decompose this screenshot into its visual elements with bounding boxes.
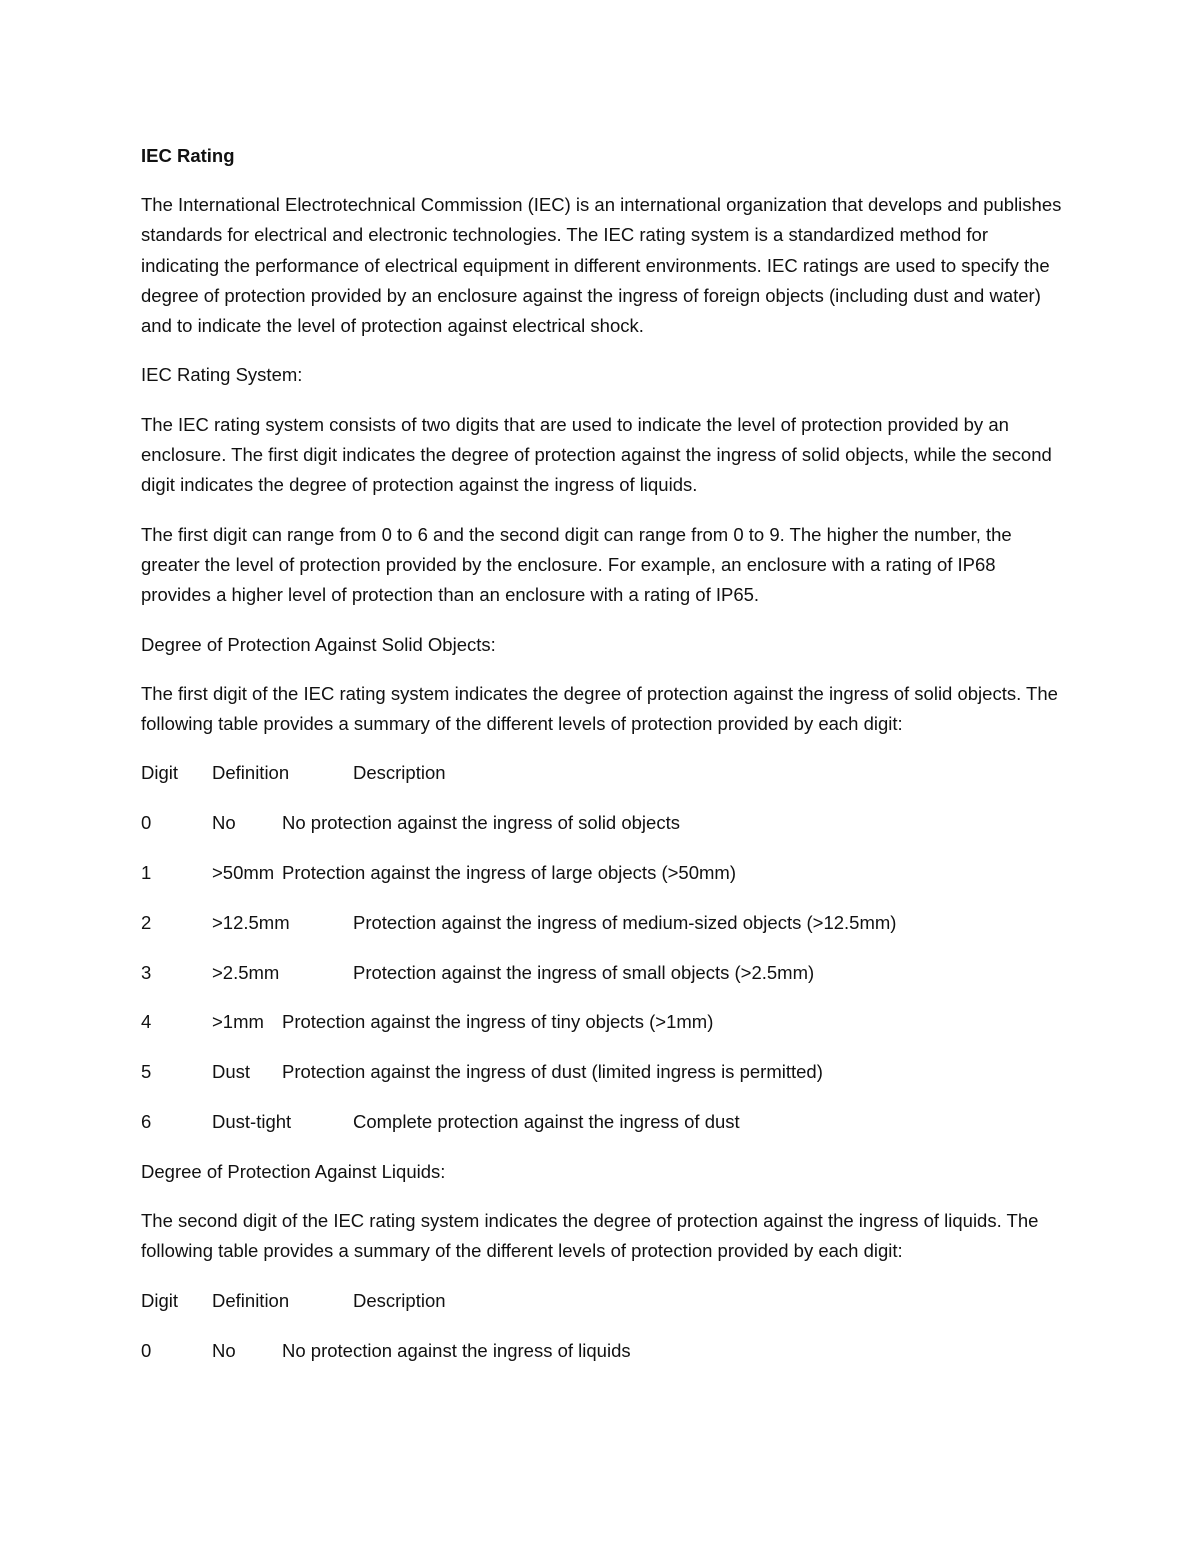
solids-heading: Degree of Protection Against Solid Objects: xyxy=(141,633,496,655)
row-digit: 2 xyxy=(141,911,152,933)
system-paragraph-2: The first digit can range from 0 to 6 and the second digit can range from 0 to 9. The higher the number, the greater the level of protection provided by the enclosure. For example, an enclosure with a rating of IP68 provides a higher level of protection than an enclosure with a rating of IP65. xyxy=(141,523,1012,606)
row-digit: 4 xyxy=(141,1011,152,1033)
solids-row-6 xyxy=(141,1107,1066,1137)
row-digit: 3 xyxy=(141,961,152,983)
column-header-digit: Digit xyxy=(141,1289,179,1311)
liquids-row-0 xyxy=(141,1336,1066,1366)
solids-intro: The first digit of the IEC rating system indicates the degree of protection against the ingress of solid objects. The following table provides a summary of the different levels of protection provided by each digit: xyxy=(141,682,1058,735)
row-description: Protection against the ingress of small objects (>2.5mm) xyxy=(353,961,815,983)
liquids-intro: The second digit of the IEC rating system indicates the degree of protection against the ingress of liquids. The following table provides a summary of the different levels of protection provided by each digit: xyxy=(141,1210,1039,1262)
row-description: No protection against the ingress of solid objects xyxy=(282,812,680,834)
row-definition: >2.5mm xyxy=(212,961,280,983)
solids-row-1 xyxy=(141,858,1066,888)
solids-row-3 xyxy=(141,958,1066,988)
row-digit: 0 xyxy=(141,812,152,834)
row-definition: >12.5mm xyxy=(212,911,290,933)
document-title: IEC Rating xyxy=(141,145,235,166)
solids-row-5 xyxy=(141,1057,1066,1087)
row-definition: >50mm xyxy=(212,862,275,884)
row-digit: 0 xyxy=(141,1339,152,1361)
row-digit: 6 xyxy=(141,1111,152,1133)
column-header-definition: Definition xyxy=(212,762,290,784)
row-definition: Dust xyxy=(212,1061,251,1083)
liquids-table-header xyxy=(141,1286,1066,1316)
row-definition: No xyxy=(212,812,236,834)
row-description: Protection against the ingress of dust (limited ingress is permitted) xyxy=(282,1061,823,1083)
column-header-description: Description xyxy=(353,762,446,784)
row-definition: No xyxy=(212,1339,236,1361)
liquids-heading: Degree of Protection Against Liquids: xyxy=(141,1160,446,1182)
row-digit: 1 xyxy=(141,862,152,884)
column-header-description: Description xyxy=(353,1289,446,1311)
intro-paragraph: The International Electrotechnical Commission (IEC) is an international organization that develops and publishes standards for electrical and electronic technologies. The IEC rating system is a standardized method for indicating the performance of electrical equipment in different environments. IEC ratings are used to specify the degree of protection provided by an enclosure against the ingress of foreign objects (including dust and water) and to indicate the level of protection against electrical shock. xyxy=(141,194,1062,337)
document-body xyxy=(141,141,1066,1385)
column-header-digit: Digit xyxy=(141,762,179,784)
solids-row-4 xyxy=(141,1007,1066,1037)
system-paragraph-1: The IEC rating system consists of two digits that are used to indicate the level of protection provided by an enclosure. The first digit indicates the degree of protection against the ingress of solid objects, while the second digit indicates the degree of protection against the ingress of liquids. xyxy=(141,413,1052,496)
row-digit: 5 xyxy=(141,1061,152,1083)
row-description: Protection against the ingress of tiny objects (>1mm) xyxy=(282,1011,714,1033)
solids-row-2 xyxy=(141,908,1066,938)
solids-row-0 xyxy=(141,808,1066,838)
solids-table-header xyxy=(141,758,1066,788)
row-description: Protection against the ingress of medium-sized objects (>12.5mm) xyxy=(353,911,897,933)
column-header-definition: Definition xyxy=(212,1289,290,1311)
system-heading: IEC Rating System: xyxy=(141,364,303,386)
row-definition: >1mm xyxy=(212,1011,264,1033)
row-description: Protection against the ingress of large objects (>50mm) xyxy=(282,862,736,884)
row-description: Complete protection against the ingress of dust xyxy=(353,1111,740,1133)
row-definition: Dust-tight xyxy=(212,1111,292,1133)
row-description: No protection against the ingress of liquids xyxy=(282,1339,631,1361)
